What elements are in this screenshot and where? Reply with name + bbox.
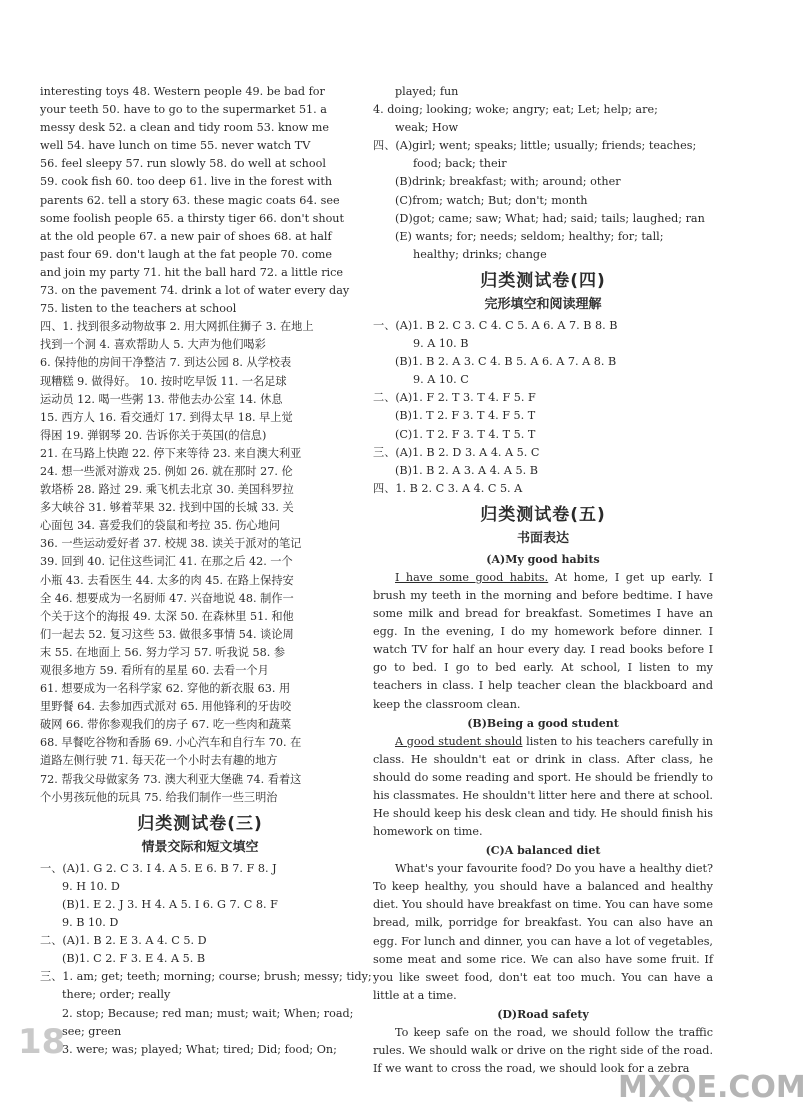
text-line: some foolish people 65. a thirsty tiger 66. don't shout	[40, 211, 345, 225]
text-line: 们一起去 52. 复习这些 53. 做很多事情 54. 谈论周	[40, 627, 294, 641]
watermark: MXQE.COM	[618, 1070, 806, 1105]
text-line: 二、(A)1. B 2. E 3. A 4. C 5. D	[40, 934, 207, 948]
text-line: 15. 西方人 16. 看交通灯 17. 到得太早 18. 早上觉	[40, 410, 293, 424]
text-line: 破网 66. 带你参观我们的房子 67. 吃一些肉和蔬菜	[40, 718, 292, 732]
text-line: and join my party 71. hit the ball hard 72. a little rice	[40, 265, 344, 279]
text-line: 一、(A)1. B 2. C 3. C 4. C 5. A 6. A 7. B 8. B	[373, 318, 618, 332]
essay-title: (A)My good habits	[486, 552, 600, 566]
text-line: past four 69. don't laugh at the fat people 70. come	[40, 247, 333, 261]
page-number: 18	[18, 1022, 66, 1062]
text-line: 73. on the pavement 74. drink a lot of water every day	[40, 284, 350, 298]
text-line: 9. A 10. C	[413, 373, 469, 387]
text-line: 68. 早餐吃谷物和香肠 69. 小心汽车和自行车 70. 在	[40, 736, 302, 750]
text-line: 观很多地方 59. 看所有的星星 60. 去看一个月	[40, 664, 269, 677]
text-line: 多大峡谷 31. 够着苹果 32. 找到中国的长城 33. 关	[40, 501, 294, 515]
text-line: (E) wants; for; needs; seldom; healthy; for; tall;	[395, 229, 664, 243]
text-line: 一、(A)1. G 2. C 3. I 4. A 5. E 6. B 7. F 8. J	[40, 861, 277, 875]
text-line: 24. 想一些派对游戏 25. 例如 26. 就在那时 27. 伦	[40, 464, 293, 478]
text-line: 36. 一些运动爱好者 37. 校规 38. 读关于派对的笔记	[40, 537, 302, 551]
essay-paragraph	[373, 733, 713, 842]
text-line: 三、(A)1. B 2. D 3. A 4. A 5. C	[373, 445, 540, 459]
text-line: at the old people 67. a new pair of shoes 68. at half	[40, 229, 332, 243]
section-title: 归类测试卷(四)	[480, 270, 606, 291]
section-subtitle: 完形填空和阅读理解	[484, 296, 602, 312]
text-line: 四、1. B 2. C 3. A 4. C 5. A	[373, 481, 523, 495]
text-line: (C)1. T 2. F 3. T 4. T 5. T	[395, 427, 536, 441]
left-column	[40, 83, 372, 1059]
essay-title: (B)Being a good student	[467, 716, 619, 730]
text-line: well 54. have lunch on time 55. never watch TV	[40, 139, 311, 153]
text-line: (B)1. C 2. F 3. E 4. A 5. B	[62, 952, 206, 966]
text-line: 56. feel sleepy 57. run slowly 58. do well at school	[40, 157, 326, 171]
text-line: 61. 想要成为一名科学家 62. 穿他的新衣服 63. 用	[40, 682, 291, 696]
text-line: 四、1. 找到很多动物故事 2. 用大网抓住狮子 3. 在地上	[40, 320, 314, 334]
text-line: 6. 保持他的房间干净整洁 7. 到达公园 8. 从学校表	[40, 356, 292, 370]
text-line: (B)1. B 2. A 3. A 4. A 5. B	[395, 463, 539, 477]
essay-title: (D)Road safety	[497, 1007, 589, 1021]
text-line: 全 46. 想要成为一名厨师 47. 兴奋地说 48. 制作一	[40, 591, 294, 605]
text-line: 道路左侧行驶 71. 每天花一个小时去有趣的地方	[40, 754, 278, 768]
section-title: 归类测试卷(三)	[137, 813, 263, 834]
underlined-sentence: I have some good habits.	[395, 570, 549, 584]
text-line: messy desk 52. a clean and tidy room 53. know me	[40, 121, 330, 135]
section-title: 归类测试卷(五)	[480, 504, 606, 525]
text-line: see; green	[62, 1024, 122, 1038]
text-line: (B)drink; breakfast; with; around; other	[395, 175, 621, 189]
text-line: 39. 回到 40. 记住这些词汇 41. 在那之后 42. 一个	[40, 555, 293, 569]
essay-text: What's your favourite food? Do you have a healthy diet? To keep healthy, you should have a balanced and healthy diet. You should have breakfast on time. You can have some bread, milk, porridge for breakfast. You can also have an egg. For lunch and dinner, you can have a lot of vegetables, some meat and some rice. We can also have some fruit. If you like sweet food, don't eat too much. You can have a little at a time.	[373, 862, 713, 1002]
text-line: (B)1. E 2. J 3. H 4. A 5. I 6. G 7. C 8. F	[62, 897, 278, 911]
underlined-sentence: A good student should	[395, 734, 523, 748]
text-line: 9. H 10. D	[62, 879, 120, 893]
essay-paragraph	[373, 569, 713, 714]
text-line: 三、1. am; get; teeth; morning; course; brush; messy; tidy;	[40, 970, 372, 984]
text-line: interesting toys 48. Western people 49. be bad for	[40, 85, 325, 98]
text-line: 9. A 10. B	[413, 337, 469, 351]
text-line: 敦塔桥 28. 路过 29. 乘飞机去北京 30. 美国科罗拉	[40, 483, 294, 497]
text-line: 心面包 34. 喜爱我们的袋鼠和考拉 35. 伤心地问	[40, 519, 280, 533]
text-line: weak; How	[395, 121, 459, 135]
text-line: 4. doing; looking; woke; angry; eat; Let; help; are;	[373, 103, 658, 117]
text-line: 二、(A)1. F 2. T 3. T 4. F 5. F	[373, 391, 536, 405]
text-line: 59. cook fish 60. too deep 61. live in the forest with	[40, 175, 333, 189]
text-line: parents 62. tell a story 63. these magic coats 64. see	[40, 193, 340, 207]
answer-lines-left	[40, 83, 360, 807]
text-line: your teeth 50. have to go to the supermarket 51. a	[40, 103, 327, 117]
text-line: 3. were; was; played; What; tired; Did; food; On;	[62, 1042, 337, 1056]
section-subtitle: 情景交际和短文填空	[141, 839, 259, 855]
right-column	[373, 83, 713, 1078]
text-line: there; order; really	[62, 988, 171, 1002]
essay-text: To keep safe on the road, we should follow the traffic rules. We should walk or drive on the right side of the road. If we want to cross the road, we should look for a zebra	[373, 1025, 713, 1076]
text-line: (B)1. B 2. A 3. C 4. B 5. A 6. A 7. A 8. B	[395, 355, 617, 369]
text-line: healthy; drinks; change	[413, 247, 547, 261]
text-line: (B)1. T 2. F 3. T 4. F 5. T	[395, 409, 536, 423]
text-line: 找到一个洞 4. 喜欢帮助人 5. 大声为他们喝彩	[40, 338, 266, 352]
text-line: 21. 在马路上快跑 22. 停下来等待 23. 来自澳大利亚	[40, 446, 302, 460]
text-line: 现糟糕 9. 做得好。 10. 按时吃早饭 11. 一名足球	[40, 374, 287, 388]
text-line: (C)from; watch; But; don't; month	[395, 193, 588, 207]
text-line: 2. stop; Because; red man; must; wait; When; road;	[62, 1006, 354, 1020]
text-line: food; back; their	[413, 157, 507, 171]
text-line: 9. B 10. D	[62, 916, 119, 930]
text-line: 里野餐 64. 去参加西式派对 65. 用他锋利的牙齿咬	[40, 700, 292, 714]
section-subtitle: 书面表达	[516, 530, 569, 546]
text-line: 72. 帮我父母做家务 73. 澳大利亚大堡礁 74. 看着这	[40, 772, 302, 786]
essay-title: (C)A balanced diet	[485, 844, 601, 858]
text-line: 个关于这个的海报 49. 太深 50. 在森林里 51. 和他	[40, 609, 294, 623]
text-line: 末 55. 在地面上 56. 努力学习 57. 听我说 58. 参	[40, 645, 286, 659]
essay-text: At home, I get up early. I brush my teeth in the morning and before bedtime. I have some milk and bread for breakfast. Sometimes I have an egg. In the evening, I do my homework before dinner. I watch TV for half an hour every day. I read books before I go to bed. I go to bed early. At school, I listen to my teachers in class. I help teacher clean the blackboard and keep the classroom clean.	[373, 570, 713, 711]
text-line: 个小男孩玩他的玩具 75. 给我们制作一些三明治	[40, 790, 278, 804]
text-line: 75. listen to the teachers at school	[40, 302, 237, 316]
essay-text: listen to his teachers carefully in class. He shouldn't eat or drink in class. After class, he should do some reading and sport. He should be friendly to his classmates. He shouldn't litter here and there at school. He should keep his desk clean and tidy. He should finish his homework on time.	[373, 734, 713, 839]
text-line: 运动员 12. 喝一些粥 13. 带他去办公室 14. 休息	[40, 392, 283, 406]
text-line: played; fun	[395, 85, 459, 98]
text-line: 四、(A)girl; went; speaks; little; usually; friends; teaches;	[373, 139, 697, 153]
text-line: (D)got; came; saw; What; had; said; tails; laughed; ran	[395, 211, 705, 225]
text-line: 得困 19. 弹钢琴 20. 告诉你关于英国(的信息)	[40, 428, 267, 442]
text-line: 小瓶 43. 去看医生 44. 太多的肉 45. 在路上保持安	[40, 573, 294, 587]
essay-paragraph	[373, 860, 713, 1005]
